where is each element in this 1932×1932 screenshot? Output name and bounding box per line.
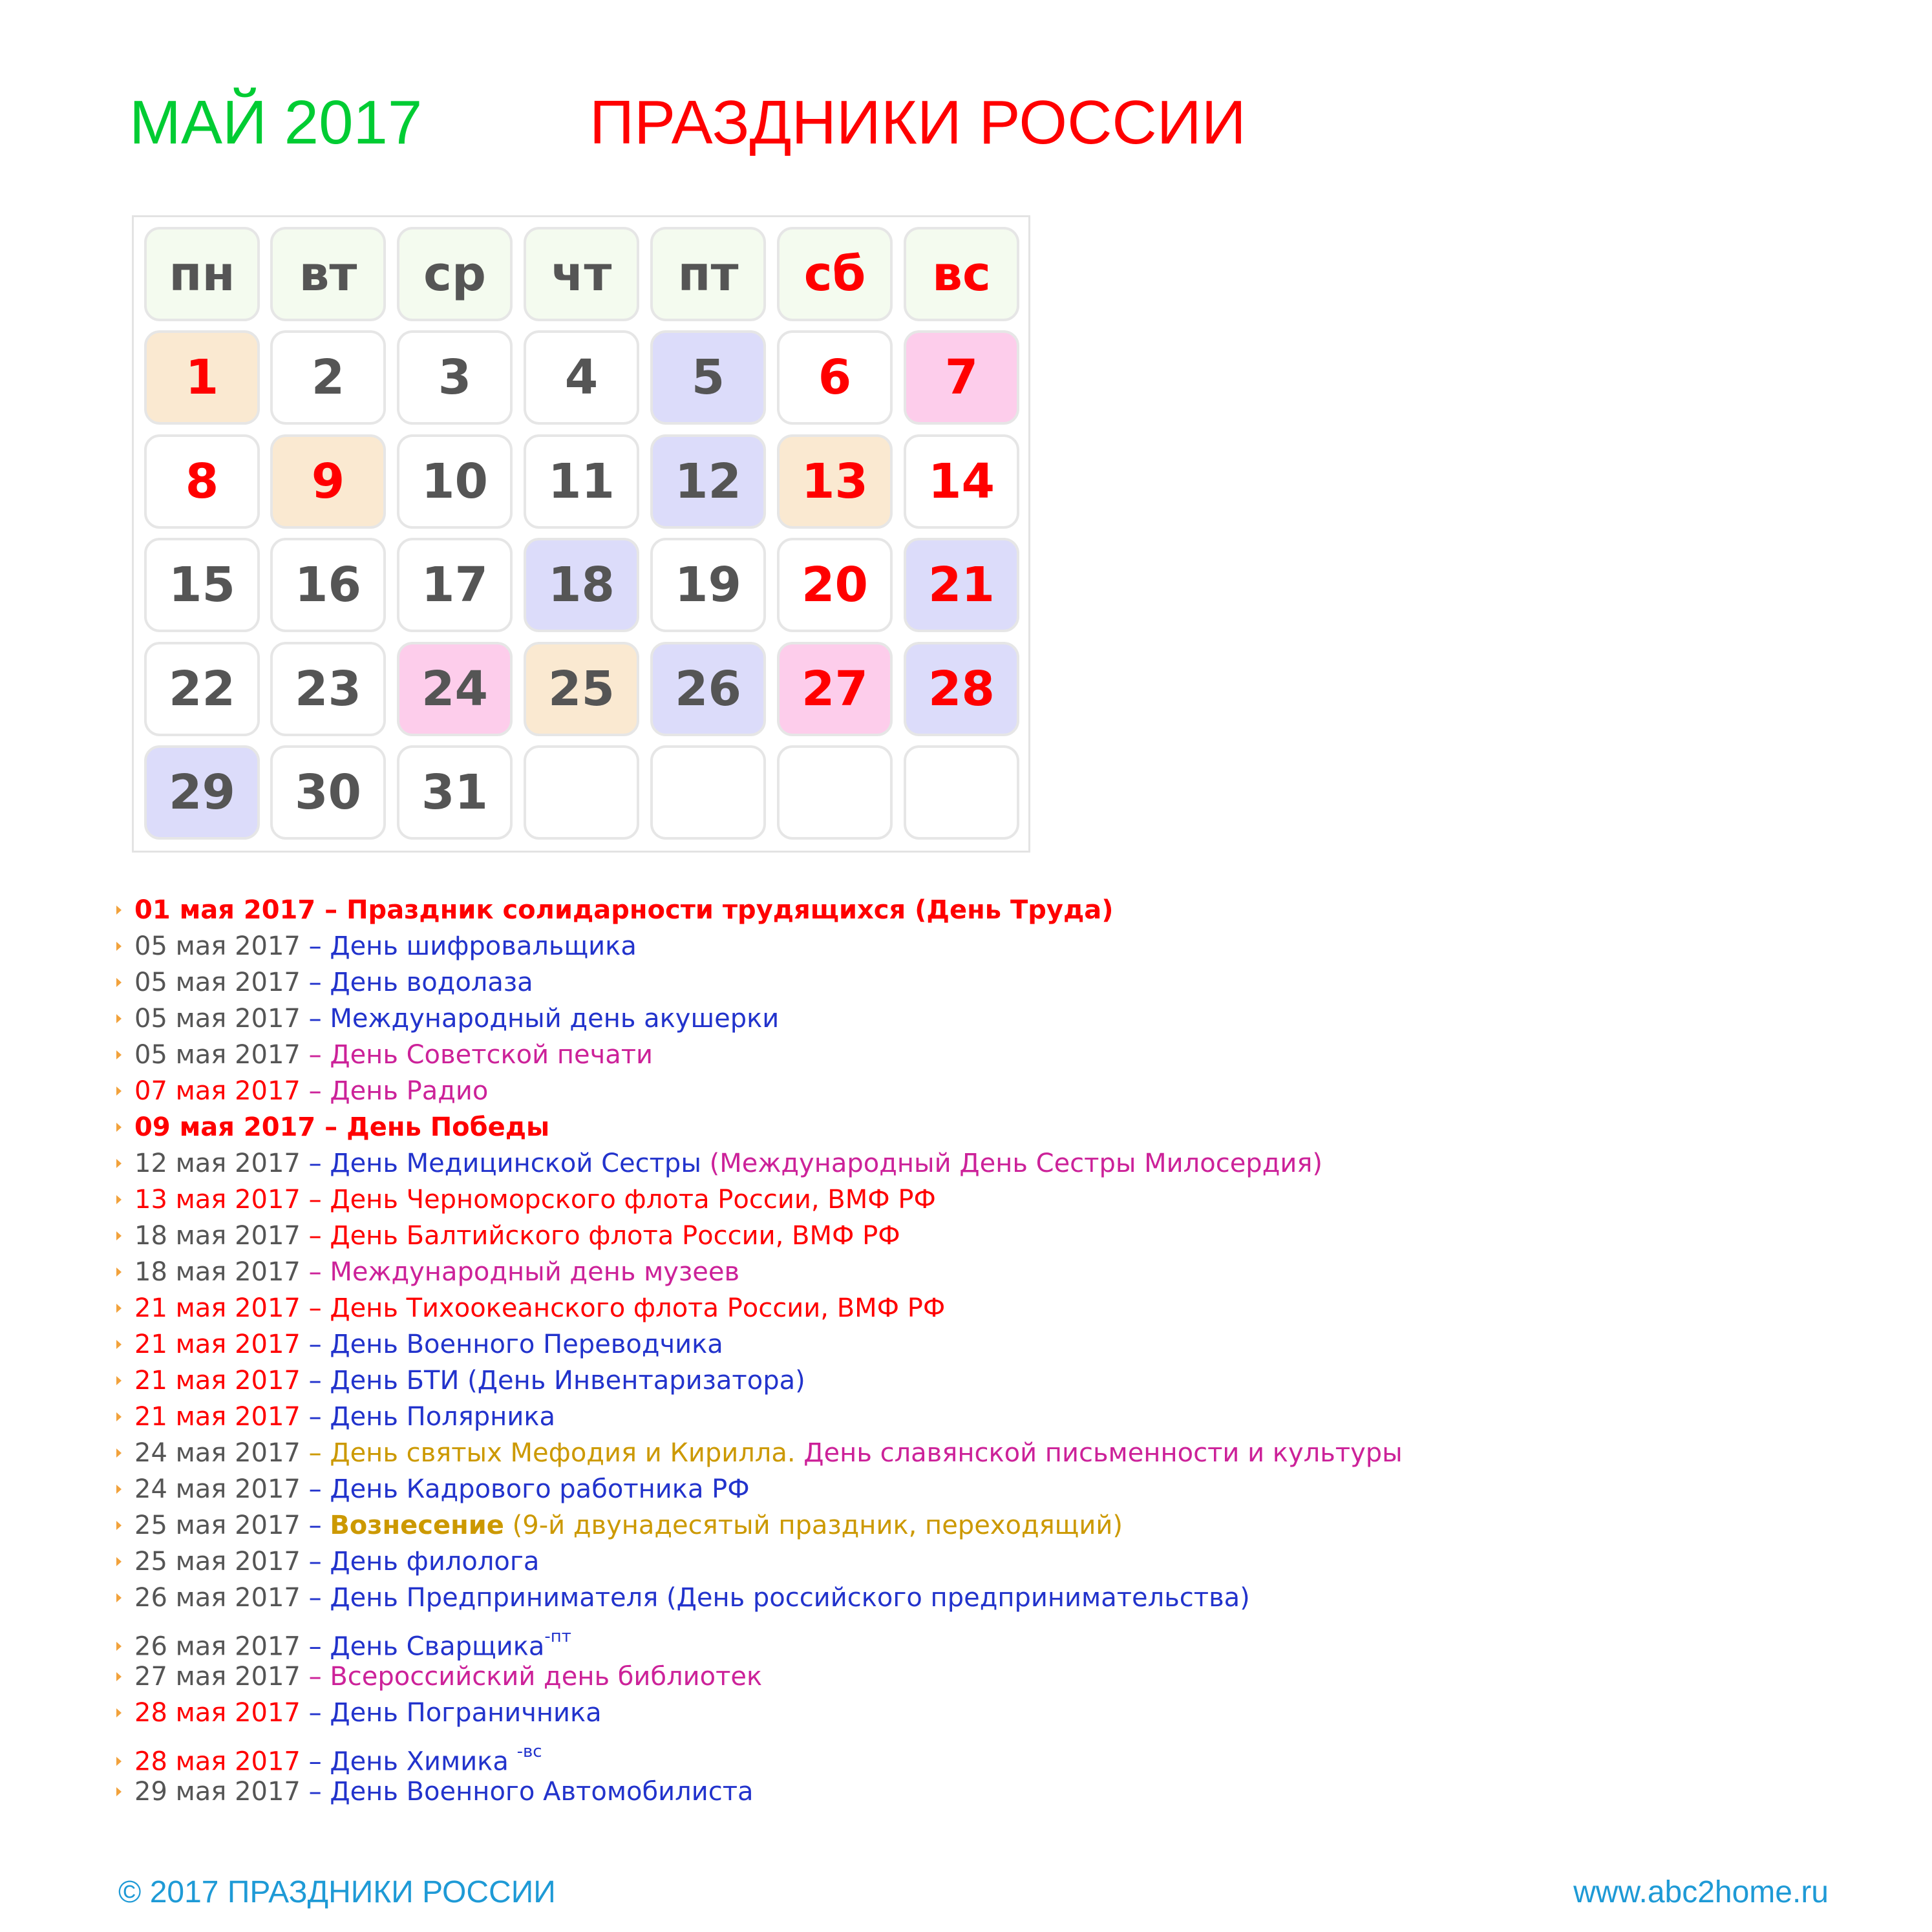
weekday-wed: ср (397, 227, 513, 321)
holiday-separator: – (300, 1402, 330, 1432)
day-cell: 25 (524, 642, 639, 736)
holiday-name: Международный день акушерки (330, 1004, 780, 1034)
holiday-separator: – (300, 1004, 330, 1034)
day-cell: 21 (904, 538, 1019, 632)
holiday-name: День Балтийского флота России, ВМФ РФ (330, 1221, 900, 1251)
bullet-icon (116, 1304, 122, 1313)
day-cell: 24 (397, 642, 513, 736)
holiday-date: 26 мая 2017 (134, 1631, 301, 1662)
bullet-icon (116, 906, 122, 915)
weekday-sat: сб (777, 227, 893, 321)
holiday-separator: – (300, 1777, 330, 1807)
holiday-item (116, 964, 533, 1001)
bullet-icon (116, 1557, 122, 1566)
day-cell: 29 (144, 745, 260, 840)
holiday-date: 18 мая 2017 (134, 1257, 301, 1287)
holiday-item (116, 1737, 542, 1777)
holiday-separator: – (315, 895, 347, 925)
holiday-date: 05 мая 2017 (134, 968, 301, 997)
holiday-name: День водолаза (330, 968, 533, 997)
holiday-name: Праздник солидарности трудящихся (День Труда) (346, 895, 1114, 925)
holiday-item (116, 1290, 945, 1326)
weekday-mon: пн (144, 227, 260, 321)
holiday-item (116, 1182, 936, 1218)
weekday-sun: вс (904, 227, 1019, 321)
bullet-icon (116, 1787, 122, 1796)
bullet-icon (116, 1014, 122, 1023)
holiday-name: День Пограничника (330, 1698, 602, 1728)
day-cell: 1 (144, 330, 260, 425)
bullet-icon (116, 1449, 122, 1458)
holiday-date: 28 мая 2017 (134, 1698, 301, 1728)
bullet-icon (116, 1708, 122, 1717)
holiday-separator: – (300, 1257, 330, 1287)
holiday-date: 27 мая 2017 (134, 1662, 301, 1692)
month-calendar (132, 215, 1030, 853)
holiday-name: День Тихоокеанского флота России, ВМФ РФ (330, 1293, 946, 1323)
holiday-date: 05 мая 2017 (134, 1004, 301, 1034)
bullet-icon (116, 1087, 122, 1096)
day-cell: 14 (904, 434, 1019, 529)
holiday-item (116, 1435, 1403, 1471)
holiday-separator: – (300, 1698, 330, 1728)
day-cell: 16 (270, 538, 386, 632)
holiday-date: 21 мая 2017 (134, 1366, 301, 1396)
holiday-name: День Полярника (330, 1402, 556, 1432)
holiday-item (116, 1326, 723, 1363)
empty-day-cell (777, 745, 893, 840)
holiday-item (116, 1145, 1322, 1182)
holiday-note: (Международный День Сестры Милосердия) (701, 1149, 1323, 1178)
holiday-separator: – (300, 1040, 330, 1070)
holiday-date: 09 мая 2017 (134, 1112, 316, 1142)
holiday-name: Международный день музеев (330, 1257, 740, 1287)
holiday-name: День Предпринимателя (День российского предпринимательства) (330, 1583, 1250, 1613)
holiday-item (116, 892, 1114, 928)
holiday-item (116, 1544, 539, 1580)
day-cell: 8 (144, 434, 260, 529)
holiday-item (116, 1695, 602, 1731)
holiday-date: 07 мая 2017 (134, 1076, 301, 1106)
holiday-item (116, 1622, 571, 1662)
day-cell: 5 (650, 330, 766, 425)
day-cell: 11 (524, 434, 639, 529)
holiday-date: 01 мая 2017 (134, 895, 316, 925)
day-cell: 3 (397, 330, 513, 425)
holiday-separator: – (300, 1185, 330, 1215)
holiday-name: Вознесение (330, 1511, 504, 1540)
holiday-item (116, 1580, 1250, 1616)
month-title: МАЙ 2017 (129, 88, 423, 157)
holiday-item (116, 1507, 1123, 1544)
holiday-separator: – (300, 1474, 330, 1504)
bullet-icon (116, 1231, 122, 1240)
page-title: ПРАЗДНИКИ РОССИИ (589, 88, 1246, 157)
holiday-date: 24 мая 2017 (134, 1438, 301, 1468)
holiday-separator: – (300, 1511, 330, 1540)
bullet-icon (116, 1521, 122, 1530)
holiday-item (116, 1109, 549, 1145)
weekday-superscript: -пт (544, 1627, 571, 1646)
holiday-date: 28 мая 2017 (134, 1746, 301, 1777)
bullet-icon (116, 1412, 122, 1421)
holiday-item (116, 1254, 739, 1290)
holiday-item (116, 928, 637, 964)
day-cell: 31 (397, 745, 513, 840)
empty-day-cell (904, 745, 1019, 840)
weekday-fri: пт (650, 227, 766, 321)
weekday-superscript: -вс (516, 1742, 542, 1761)
holiday-date: 24 мая 2017 (134, 1474, 301, 1504)
holiday-date: 18 мая 2017 (134, 1221, 301, 1251)
day-cell: 19 (650, 538, 766, 632)
day-cell: 7 (904, 330, 1019, 425)
holiday-date: 12 мая 2017 (134, 1149, 301, 1178)
day-cell: 15 (144, 538, 260, 632)
holiday-name: День Черноморского флота России, ВМФ РФ (330, 1185, 936, 1215)
day-cell: 18 (524, 538, 639, 632)
day-cell: 23 (270, 642, 386, 736)
holiday-name: День Медицинской Сестры (330, 1149, 701, 1178)
day-cell: 20 (777, 538, 893, 632)
bullet-icon (116, 1340, 122, 1349)
bullet-icon (116, 1485, 122, 1494)
holiday-item (116, 1218, 900, 1254)
holiday-separator: – (300, 1583, 330, 1613)
footer-site-link[interactable]: www.abc2home.ru (1573, 1875, 1829, 1909)
holiday-date: 21 мая 2017 (134, 1330, 301, 1359)
holiday-item (116, 1471, 750, 1507)
holiday-name: День Победы (346, 1112, 550, 1142)
day-cell: 12 (650, 434, 766, 529)
day-cell: 4 (524, 330, 639, 425)
day-cell: 10 (397, 434, 513, 529)
day-cell: 13 (777, 434, 893, 529)
holiday-name: День Военного Автомобилиста (330, 1777, 754, 1807)
holiday-item (116, 1659, 762, 1695)
bullet-icon (116, 1123, 122, 1132)
holiday-separator: – (300, 931, 330, 961)
holiday-separator: – (300, 1293, 330, 1323)
holiday-name: День Советской печати (330, 1040, 653, 1070)
holiday-name: День Кадрового работника РФ (330, 1474, 750, 1504)
bullet-icon (116, 942, 122, 951)
holiday-date: 05 мая 2017 (134, 1040, 301, 1070)
holiday-name: День шифровальщика (330, 931, 637, 961)
holiday-separator: – (300, 1149, 330, 1178)
holiday-name: День Радио (330, 1076, 489, 1106)
holiday-date: 26 мая 2017 (134, 1583, 301, 1613)
bullet-icon (116, 1268, 122, 1277)
holiday-name: День БТИ (День Инвентаризатора) (330, 1366, 805, 1396)
holiday-separator: – (300, 1662, 330, 1692)
day-cell: 26 (650, 642, 766, 736)
bullet-icon (116, 1376, 122, 1385)
empty-day-cell (524, 745, 639, 840)
day-cell: 17 (397, 538, 513, 632)
holiday-separator: – (300, 1547, 330, 1576)
footer-copyright: © 2017 ПРАЗДНИКИ РОССИИ (118, 1875, 556, 1909)
holiday-item (116, 1037, 653, 1073)
bullet-icon (116, 1195, 122, 1204)
weekday-thu: чт (524, 227, 639, 321)
day-cell: 22 (144, 642, 260, 736)
bullet-icon (116, 978, 122, 987)
day-cell: 6 (777, 330, 893, 425)
holiday-item (116, 1774, 754, 1810)
holiday-name: День Военного Переводчика (330, 1330, 723, 1359)
holiday-item (116, 1399, 555, 1435)
bullet-icon (116, 1672, 122, 1681)
holiday-separator: – (300, 1221, 330, 1251)
holiday-date: 05 мая 2017 (134, 931, 301, 961)
holiday-date: 29 мая 2017 (134, 1777, 301, 1807)
holiday-item (116, 1001, 779, 1037)
holiday-separator: – (300, 968, 330, 997)
holiday-name: День филолога (330, 1547, 540, 1576)
day-cell: 30 (270, 745, 386, 840)
day-cell: 27 (777, 642, 893, 736)
bullet-icon (116, 1159, 122, 1168)
holiday-date: 21 мая 2017 (134, 1293, 301, 1323)
holiday-name: День святых Мефодия и Кирилла. (330, 1438, 796, 1468)
holiday-name: День Сварщика (330, 1631, 545, 1662)
bullet-icon (116, 1050, 122, 1059)
holiday-date: 25 мая 2017 (134, 1511, 301, 1540)
holiday-separator: – (300, 1366, 330, 1396)
weekday-tue: вт (270, 227, 386, 321)
holiday-separator: – (300, 1076, 330, 1106)
holiday-note: (9-й двунадесятый праздник, переходящий) (504, 1511, 1123, 1540)
day-cell: 9 (270, 434, 386, 529)
holiday-item (116, 1073, 488, 1109)
day-cell: 28 (904, 642, 1019, 736)
empty-day-cell (650, 745, 766, 840)
day-cell: 2 (270, 330, 386, 425)
bullet-icon (116, 1757, 122, 1766)
holiday-separator: – (300, 1631, 330, 1662)
holiday-date: 21 мая 2017 (134, 1402, 301, 1432)
bullet-icon (116, 1642, 122, 1651)
holiday-separator: – (300, 1746, 330, 1777)
holiday-separator: – (300, 1330, 330, 1359)
holiday-date: 25 мая 2017 (134, 1547, 301, 1576)
holiday-item (116, 1363, 805, 1399)
holiday-date: 13 мая 2017 (134, 1185, 301, 1215)
holiday-name: День Химика (330, 1746, 517, 1777)
holiday-separator: – (300, 1438, 330, 1468)
bullet-icon (116, 1593, 122, 1602)
holiday-name: Всероссийский день библиотек (330, 1662, 763, 1692)
holiday-note: День славянской письменности и культуры (795, 1438, 1403, 1468)
holiday-separator: – (315, 1112, 347, 1142)
